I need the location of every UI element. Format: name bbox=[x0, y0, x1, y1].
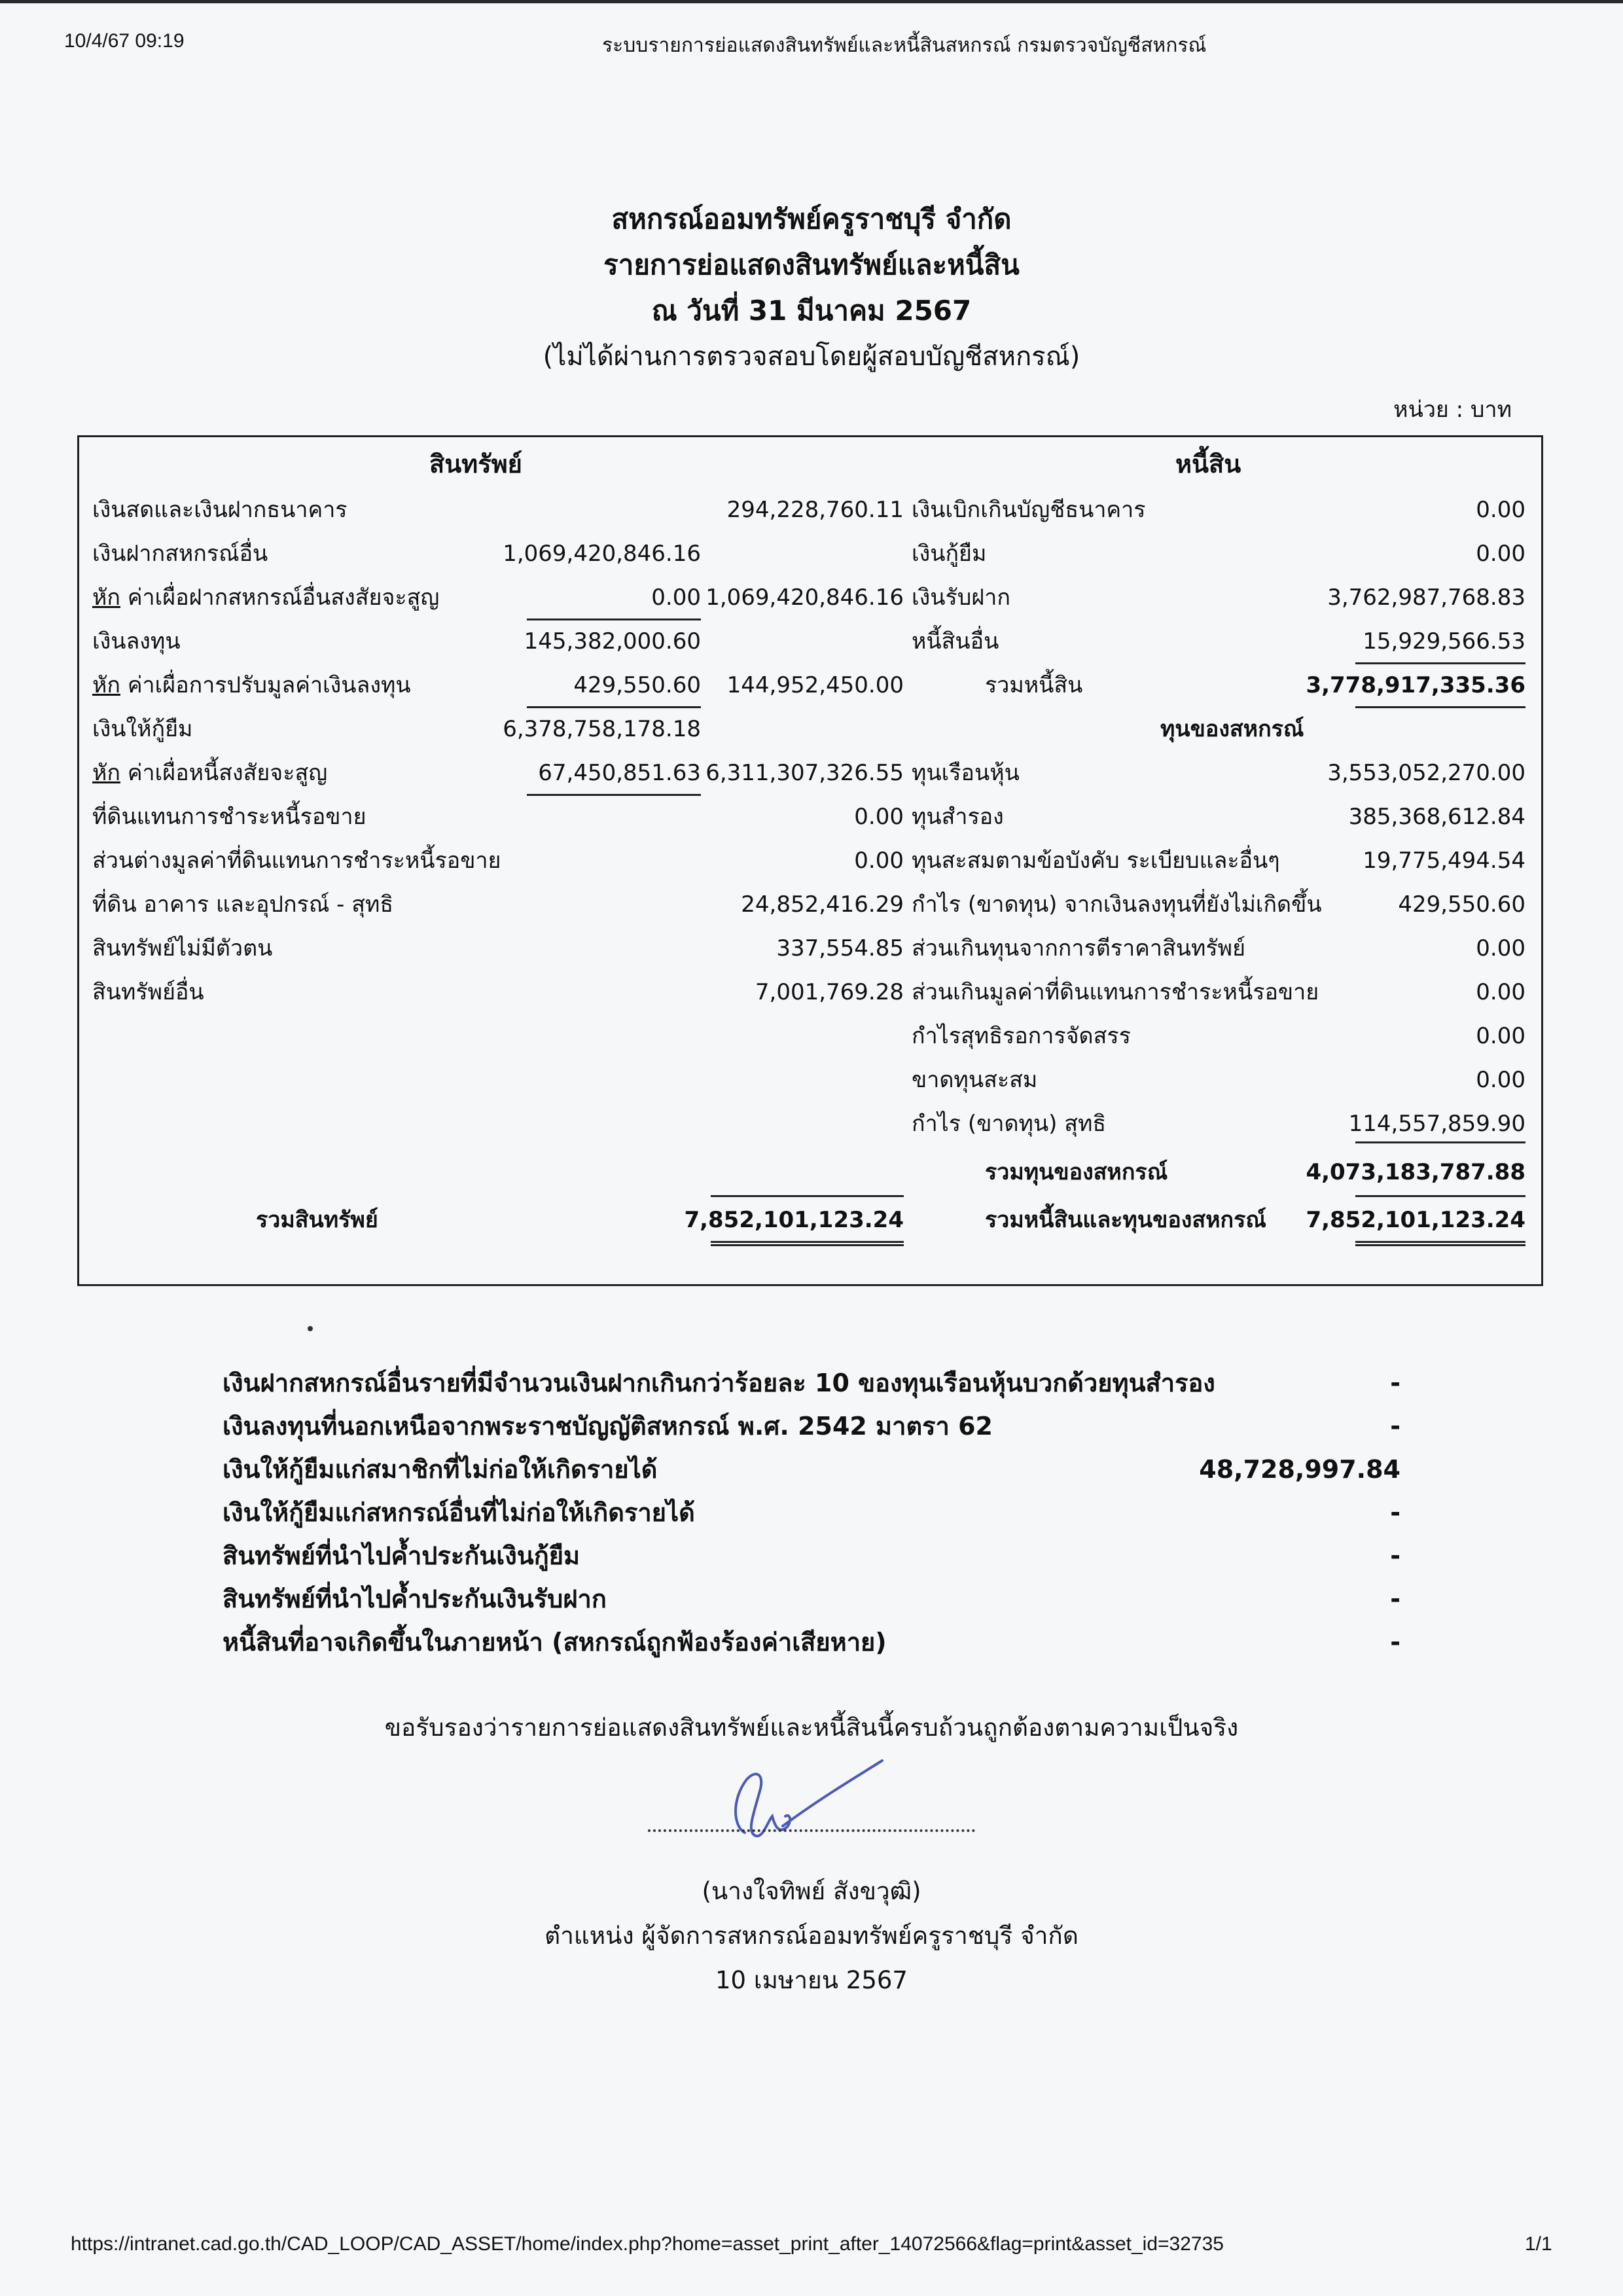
print-datetime: 10/4/67 09:19 bbox=[64, 30, 185, 52]
row-value: 385,368,612.84 bbox=[1348, 804, 1525, 830]
grand-total-double-rule bbox=[1355, 1241, 1525, 1246]
row-label: สินทรัพย์อื่น bbox=[92, 979, 204, 1005]
row-value: 0.00 bbox=[1476, 497, 1525, 523]
row-value: 3,778,917,335.36 bbox=[1306, 672, 1525, 698]
note-item bbox=[223, 1491, 1400, 1534]
row-value: 0.00 bbox=[1476, 1067, 1525, 1093]
row-gross: 429,550.60 bbox=[573, 672, 701, 698]
row-label: ทุนสำรอง bbox=[912, 804, 1004, 830]
note-value: - bbox=[1390, 1412, 1400, 1441]
equity-row bbox=[912, 971, 1525, 1014]
equity-heading-row bbox=[912, 708, 1525, 751]
grand-total-label: รวมสินทรัพย์ bbox=[256, 1207, 378, 1233]
note-label: เงินฝากสหกรณ์อื่นรายที่มีจำนวนเงินฝากเกินกว่าร้อยละ 10 ของทุนเรือนหุ้นบวกด้วยทุนสำรอง bbox=[223, 1369, 1215, 1397]
row-label: ค่าเผื่อฝากสหกรณ์อื่นสงสัยจะสูญ bbox=[127, 584, 440, 611]
row-value: 15,929,566.53 bbox=[1363, 628, 1525, 655]
row-value: 3,762,987,768.83 bbox=[1327, 584, 1525, 611]
row-label: ที่ดิน อาคาร และอุปกรณ์ - สุทธิ bbox=[92, 891, 394, 918]
supplementary-notes bbox=[223, 1361, 1400, 1664]
equity-row-total bbox=[912, 1151, 1525, 1194]
row-label: ทุนเรือนหุ้น bbox=[912, 760, 1020, 786]
row-value: 0.00 bbox=[1476, 1023, 1525, 1049]
asset-row-loans bbox=[92, 708, 904, 751]
row-value: 19,775,494.54 bbox=[1363, 848, 1525, 874]
row-value: 3,553,052,270.00 bbox=[1327, 760, 1525, 786]
page-number: 1/1 bbox=[1525, 2233, 1552, 2255]
row-label: ส่วนต่างมูลค่าที่ดินแทนการชำระหนี้รอขาย bbox=[92, 848, 501, 874]
row-label: ที่ดินแทนการชำระหนี้รอขาย bbox=[92, 804, 366, 830]
row-label: กำไร (ขาดทุน) สุทธิ bbox=[912, 1111, 1107, 1137]
row-value: 114,557,859.90 bbox=[1348, 1111, 1525, 1137]
row-label: หนี้สินอื่น bbox=[912, 628, 999, 655]
grand-total-value: 7,852,101,123.24 bbox=[684, 1207, 904, 1233]
asset-row-loan-allowance bbox=[92, 751, 904, 795]
audit-note: (ไม่ได้ผ่านการตรวจสอบโดยผู้สอบบัญชีสหกรณ์) bbox=[543, 342, 1080, 372]
row-gross: 145,382,000.60 bbox=[524, 628, 701, 655]
asset-row-land-diff bbox=[92, 839, 904, 882]
row-label: เงินให้กู้ยืม bbox=[92, 716, 193, 742]
row-label: รวมหนี้สิน bbox=[985, 672, 1083, 698]
document-title: รายการย่อแสดงสินทรัพย์และหนี้สิน bbox=[603, 249, 1020, 281]
equity-row bbox=[912, 1014, 1525, 1058]
grand-total-top-rule bbox=[711, 1195, 904, 1197]
balance-sheet-box bbox=[77, 435, 1543, 1286]
sign-date: 10 เมษายน 2567 bbox=[715, 1966, 908, 1994]
equity-row bbox=[912, 1102, 1525, 1145]
signer-name: (นางใจทิพย์ สังขวุฒิ) bbox=[702, 1877, 921, 1905]
row-gross: 67,450,851.63 bbox=[538, 760, 701, 786]
note-label: เงินให้กู้ยืมแก่สมาชิกที่ไม่ก่อให้เกิดรายได้ bbox=[223, 1455, 658, 1484]
row-gross: 6,378,758,178.18 bbox=[503, 716, 701, 742]
unit-label: หน่วย : บาท bbox=[1393, 397, 1512, 423]
note-item bbox=[223, 1621, 1400, 1664]
asset-row-land-for-debt bbox=[92, 795, 904, 838]
scan-speck bbox=[308, 1326, 313, 1331]
note-value: - bbox=[1390, 1585, 1400, 1613]
certification-text: ขอรับรองว่ารายการย่อแสดงสินทรัพย์และหนี้สินนี้ครบถ้วนถูกต้องตามความเป็นจริง bbox=[384, 1713, 1239, 1742]
row-total: 6,311,307,326.55 bbox=[705, 760, 904, 786]
equity-row bbox=[912, 795, 1525, 838]
row-gross: 1,069,420,846.16 bbox=[503, 541, 701, 567]
grand-total-top-rule bbox=[1355, 1195, 1525, 1197]
row-value: 0.00 bbox=[1476, 935, 1525, 961]
row-label: เงินฝากสหกรณ์อื่น bbox=[92, 541, 268, 567]
row-total: 337,554.85 bbox=[776, 935, 904, 961]
note-label: หนี้สินที่อาจเกิดขึ้นในภายหน้า (สหกรณ์ถูกฟ้องร้องค่าเสียหาย) bbox=[223, 1628, 887, 1657]
note-value: - bbox=[1390, 1628, 1400, 1657]
note-item bbox=[223, 1361, 1400, 1405]
signature-line bbox=[648, 1829, 975, 1832]
row-label: รวมทุนของสหกรณ์ bbox=[985, 1159, 1168, 1185]
note-label: สินทรัพย์ที่นำไปค้ำประกันเงินกู้ยืม bbox=[223, 1541, 580, 1570]
asset-row-other bbox=[92, 971, 904, 1014]
note-label: เงินให้กู้ยืมแก่สหกรณ์อื่นที่ไม่ก่อให้เกิดรายได้ bbox=[223, 1498, 695, 1527]
row-total: 0.00 bbox=[854, 804, 904, 830]
deduct-marker: หัก bbox=[92, 760, 120, 786]
grand-total-value: 7,852,101,123.24 bbox=[1306, 1207, 1525, 1233]
handwritten-signature bbox=[720, 1754, 890, 1852]
grand-total-double-rule bbox=[711, 1241, 904, 1246]
row-value: 4,073,183,787.88 bbox=[1306, 1159, 1525, 1185]
row-label: สินทรัพย์ไม่มีตัวตน bbox=[92, 935, 273, 961]
row-label: เงินสดและเงินฝากธนาคาร bbox=[92, 497, 348, 523]
row-total: 144,952,450.00 bbox=[726, 672, 904, 698]
asset-row-grand-total bbox=[92, 1198, 904, 1242]
row-gross: 0.00 bbox=[651, 584, 701, 611]
asset-row-inv-allowance bbox=[92, 664, 904, 707]
row-label: เงินรับฝาก bbox=[912, 584, 1010, 611]
document-titles bbox=[0, 196, 1623, 380]
row-value: 0.00 bbox=[1476, 979, 1525, 1005]
system-title: ระบบรายการย่อแสดงสินทรัพย์และหนี้สินสหกรณ์ กรมตรวจบัญชีสหกรณ์ bbox=[602, 34, 1207, 57]
note-label: สินทรัพย์ที่นำไปค้ำประกันเงินรับฝาก bbox=[223, 1585, 607, 1613]
note-item bbox=[223, 1534, 1400, 1577]
row-value: 429,550.60 bbox=[1398, 891, 1525, 918]
signer-position: ตำแหน่ง ผู้จัดการสหกรณ์ออมทรัพย์ครูราชบุรี จำกัด bbox=[544, 1922, 1079, 1950]
row-label: ทุนสะสมตามข้อบังคับ ระเบียบและอื่นๆ bbox=[912, 848, 1280, 874]
row-label: ส่วนเกินทุนจากการตีราคาสินทรัพย์ bbox=[912, 935, 1245, 961]
note-item bbox=[223, 1577, 1400, 1621]
liab-row-overdraft bbox=[912, 488, 1525, 531]
deduct-marker: หัก bbox=[92, 672, 120, 698]
row-label: ส่วนเกินมูลค่าที่ดินแทนการชำระหนี้รอขาย bbox=[912, 979, 1319, 1005]
liab-row-deposits bbox=[912, 576, 1525, 619]
asset-row-intangible bbox=[92, 927, 904, 970]
note-value: - bbox=[1390, 1541, 1400, 1570]
row-label: ค่าเผื่อการปรับมูลค่าเงินลงทุน bbox=[127, 672, 411, 698]
asset-row-deposits-other bbox=[92, 532, 904, 575]
footer-url: https://intranet.cad.go.th/CAD_LOOP/CAD_ASSET/home/index.php?home=asset_print_after_14072566&flag=print&asset_id=32735 bbox=[71, 2233, 1224, 2255]
row-label: เงินกู้ยืม bbox=[912, 541, 987, 567]
row-label: กำไร (ขาดทุน) จากเงินลงทุนที่ยังไม่เกิดขึ้น bbox=[912, 891, 1322, 918]
row-total: 294,228,760.11 bbox=[726, 497, 904, 523]
liab-row-other bbox=[912, 620, 1525, 663]
note-item bbox=[223, 1448, 1400, 1491]
row-total: 0.00 bbox=[854, 848, 904, 874]
asset-row-cash bbox=[92, 488, 904, 531]
grand-total-label: รวมหนี้สินและทุนของสหกรณ์ bbox=[985, 1207, 1266, 1233]
row-total: 24,852,416.29 bbox=[741, 891, 904, 918]
note-item bbox=[223, 1405, 1400, 1448]
row-label: เงินลงทุน bbox=[92, 628, 181, 655]
asset-row-ppe bbox=[92, 883, 904, 926]
row-label: กำไรสุทธิรอการจัดสรร bbox=[912, 1023, 1131, 1049]
asset-row-investments bbox=[92, 620, 904, 663]
note-value: 48,728,997.84 bbox=[1199, 1455, 1400, 1484]
liab-row-total bbox=[912, 664, 1525, 707]
equity-row bbox=[912, 927, 1525, 970]
liabilities-heading: หนี้สิน bbox=[1175, 450, 1241, 478]
note-value: - bbox=[1390, 1498, 1400, 1527]
note-value: - bbox=[1390, 1369, 1400, 1397]
equity-row bbox=[912, 1058, 1525, 1102]
org-name: สหกรณ์ออมทรัพย์ครูราชบุรี จำกัด bbox=[611, 203, 1012, 235]
row-value: 0.00 bbox=[1476, 541, 1525, 567]
row-total: 7,001,769.28 bbox=[755, 979, 904, 1005]
assets-heading: สินทรัพย์ bbox=[429, 450, 522, 478]
note-label: เงินลงทุนที่นอกเหนือจากพระราชบัญญัติสหกรณ์ พ.ศ. 2542 มาตรา 62 bbox=[223, 1412, 993, 1441]
asset-row-deposits-allowance bbox=[92, 576, 904, 619]
liab-equity-grand-total bbox=[912, 1198, 1525, 1242]
equity-heading: ทุนของสหกรณ์ bbox=[1160, 716, 1304, 742]
as-of-date: ณ วันที่ 31 มีนาคม 2567 bbox=[651, 295, 972, 327]
row-total: 1,069,420,846.16 bbox=[705, 584, 904, 611]
liab-row-borrowings bbox=[912, 532, 1525, 575]
equity-row bbox=[912, 883, 1525, 926]
row-label: เงินเบิกเกินบัญชีธนาคาร bbox=[912, 497, 1146, 523]
row-label: ค่าเผื่อหนี้สงสัยจะสูญ bbox=[127, 760, 328, 786]
row-label: ขาดทุนสะสม bbox=[912, 1067, 1038, 1093]
equity-row bbox=[912, 751, 1525, 795]
equity-row bbox=[912, 839, 1525, 882]
deduct-marker: หัก bbox=[92, 584, 120, 611]
top-edge bbox=[0, 0, 1623, 3]
